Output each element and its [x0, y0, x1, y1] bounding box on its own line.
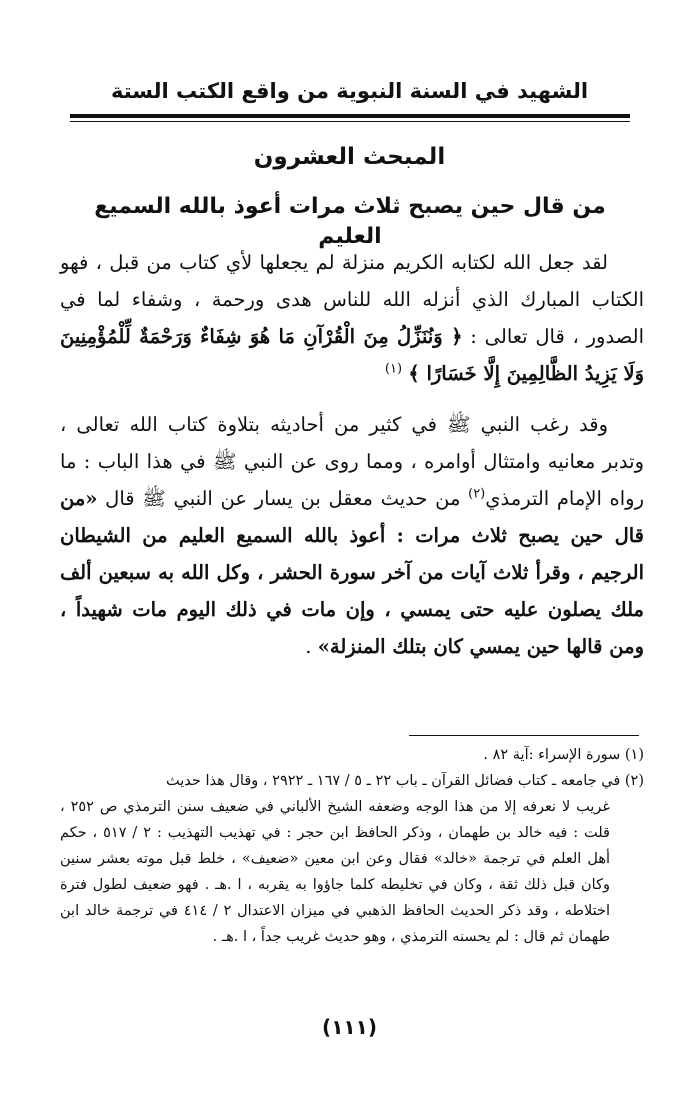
paragraph-2-text: وقد رغب النبي ﷺ في كثير من أحاديثه بتلاوة كتاب الله تعالى ، وتدبر معانيه وامتثال أوامره ، ومما روى عن النبي ﷺ في هذا الباب : ما رواه الإمام الترمذي [60, 413, 645, 510]
header-rule-thick [70, 114, 630, 118]
paragraph-2 [60, 406, 644, 665]
paragraph-2-end: . [305, 635, 318, 658]
footnote-separator [409, 735, 639, 736]
paragraph-1 [60, 244, 644, 392]
chapter-subtitle: من قال حين يصبح ثلاث مرات أعوذ بالله السميع العليم [94, 194, 606, 249]
footnote-1: (١) سورة الإسراء :آية ٨٢ . [483, 747, 644, 763]
footnote-2-continued: غريب لا نعرفه إلا من هذا الوجه وضعفه الشيخ الألباني في ضعيف سنن الترمذي ص ٢٥٢ ، قلت : فيه خالد بن طهمان ، وذكر الحافظ ابن حجر : في تهذيب التهذيب : ٢ / ٥١٧ ، حكم أهل العلم في ترجمة «خالد» فقال وعن ابن معين «ضعيف» ، خلط قبل موته بعشر سنين وكان قبل ذلك ثقة ، وكان في تخليطه كلما جاؤوا به يقربه ، ا .هـ . فهو ضعيف لطول فترة اختلاطه ، وقد ذكر الحديث الحافظ الذهبي في ميزان الاعتدال ٢ / ٤١٤ في ترجمة خالد ابن طهمان ثم قال : لم يحسنه الترمذي ، وهو حديث غريب جداً ، ا .هـ . [60, 799, 611, 945]
chapter-title: المبحث العشرون [253, 144, 446, 170]
paragraph-1-text: لقد جعل الله لكتابه الكريم منزلة لم يجعلها لأي كتاب من قبل ، فهو الكتاب المبارك الذي أنزله الله للناس هدى ورحمة ، وشفاء لما في الصدور ، قال تعالى : [60, 251, 644, 348]
footnote-ref-2: (٢) [468, 486, 486, 502]
hadith-text: «من قال حين يصبح ثلاث مرات : أعوذ بالله السميع العليم من الشيطان الرجيم ، وقرأ ثلاث آيات من آخر سورة الحشر ، وكل الله به سبعين ألف ملك يصلون عليه حتى يمسي ، وإن مات في ذلك اليوم مات شهيداً ، ومن قالها حين يمسي كان بتلك المنزلة» [60, 487, 644, 658]
footnote-ref-1: (١) [384, 361, 403, 377]
footnote-2: (٢) في جامعه ـ كتاب فضائل القرآن ـ باب ٢٢ ـ ٥ / ١٦٧ ـ ٢٩٢٢ ، وقال هذا حديث [166, 773, 644, 789]
paragraph-2-text-continued: من حديث معقل بن يسار عن النبي ﷺ قال [97, 487, 469, 510]
page-number: (١١١) [322, 1015, 377, 1039]
body-text [60, 244, 644, 665]
quran-verse: ﴿ وَنُنَزِّلُ مِنَ الْقُرْآنِ مَا هُوَ شِفَاءٌ وَرَحْمَةٌ لِّلْمُؤْمِنِينَ وَلَا يَزِيدُ الظَّالِمِينَ إِلَّا خَسَارًا ﴾ [60, 325, 644, 385]
header-rule-thin [70, 121, 630, 122]
footnotes [60, 742, 644, 950]
running-header: الشهيد في السنة النبوية من واقع الكتب الستة [110, 79, 589, 103]
